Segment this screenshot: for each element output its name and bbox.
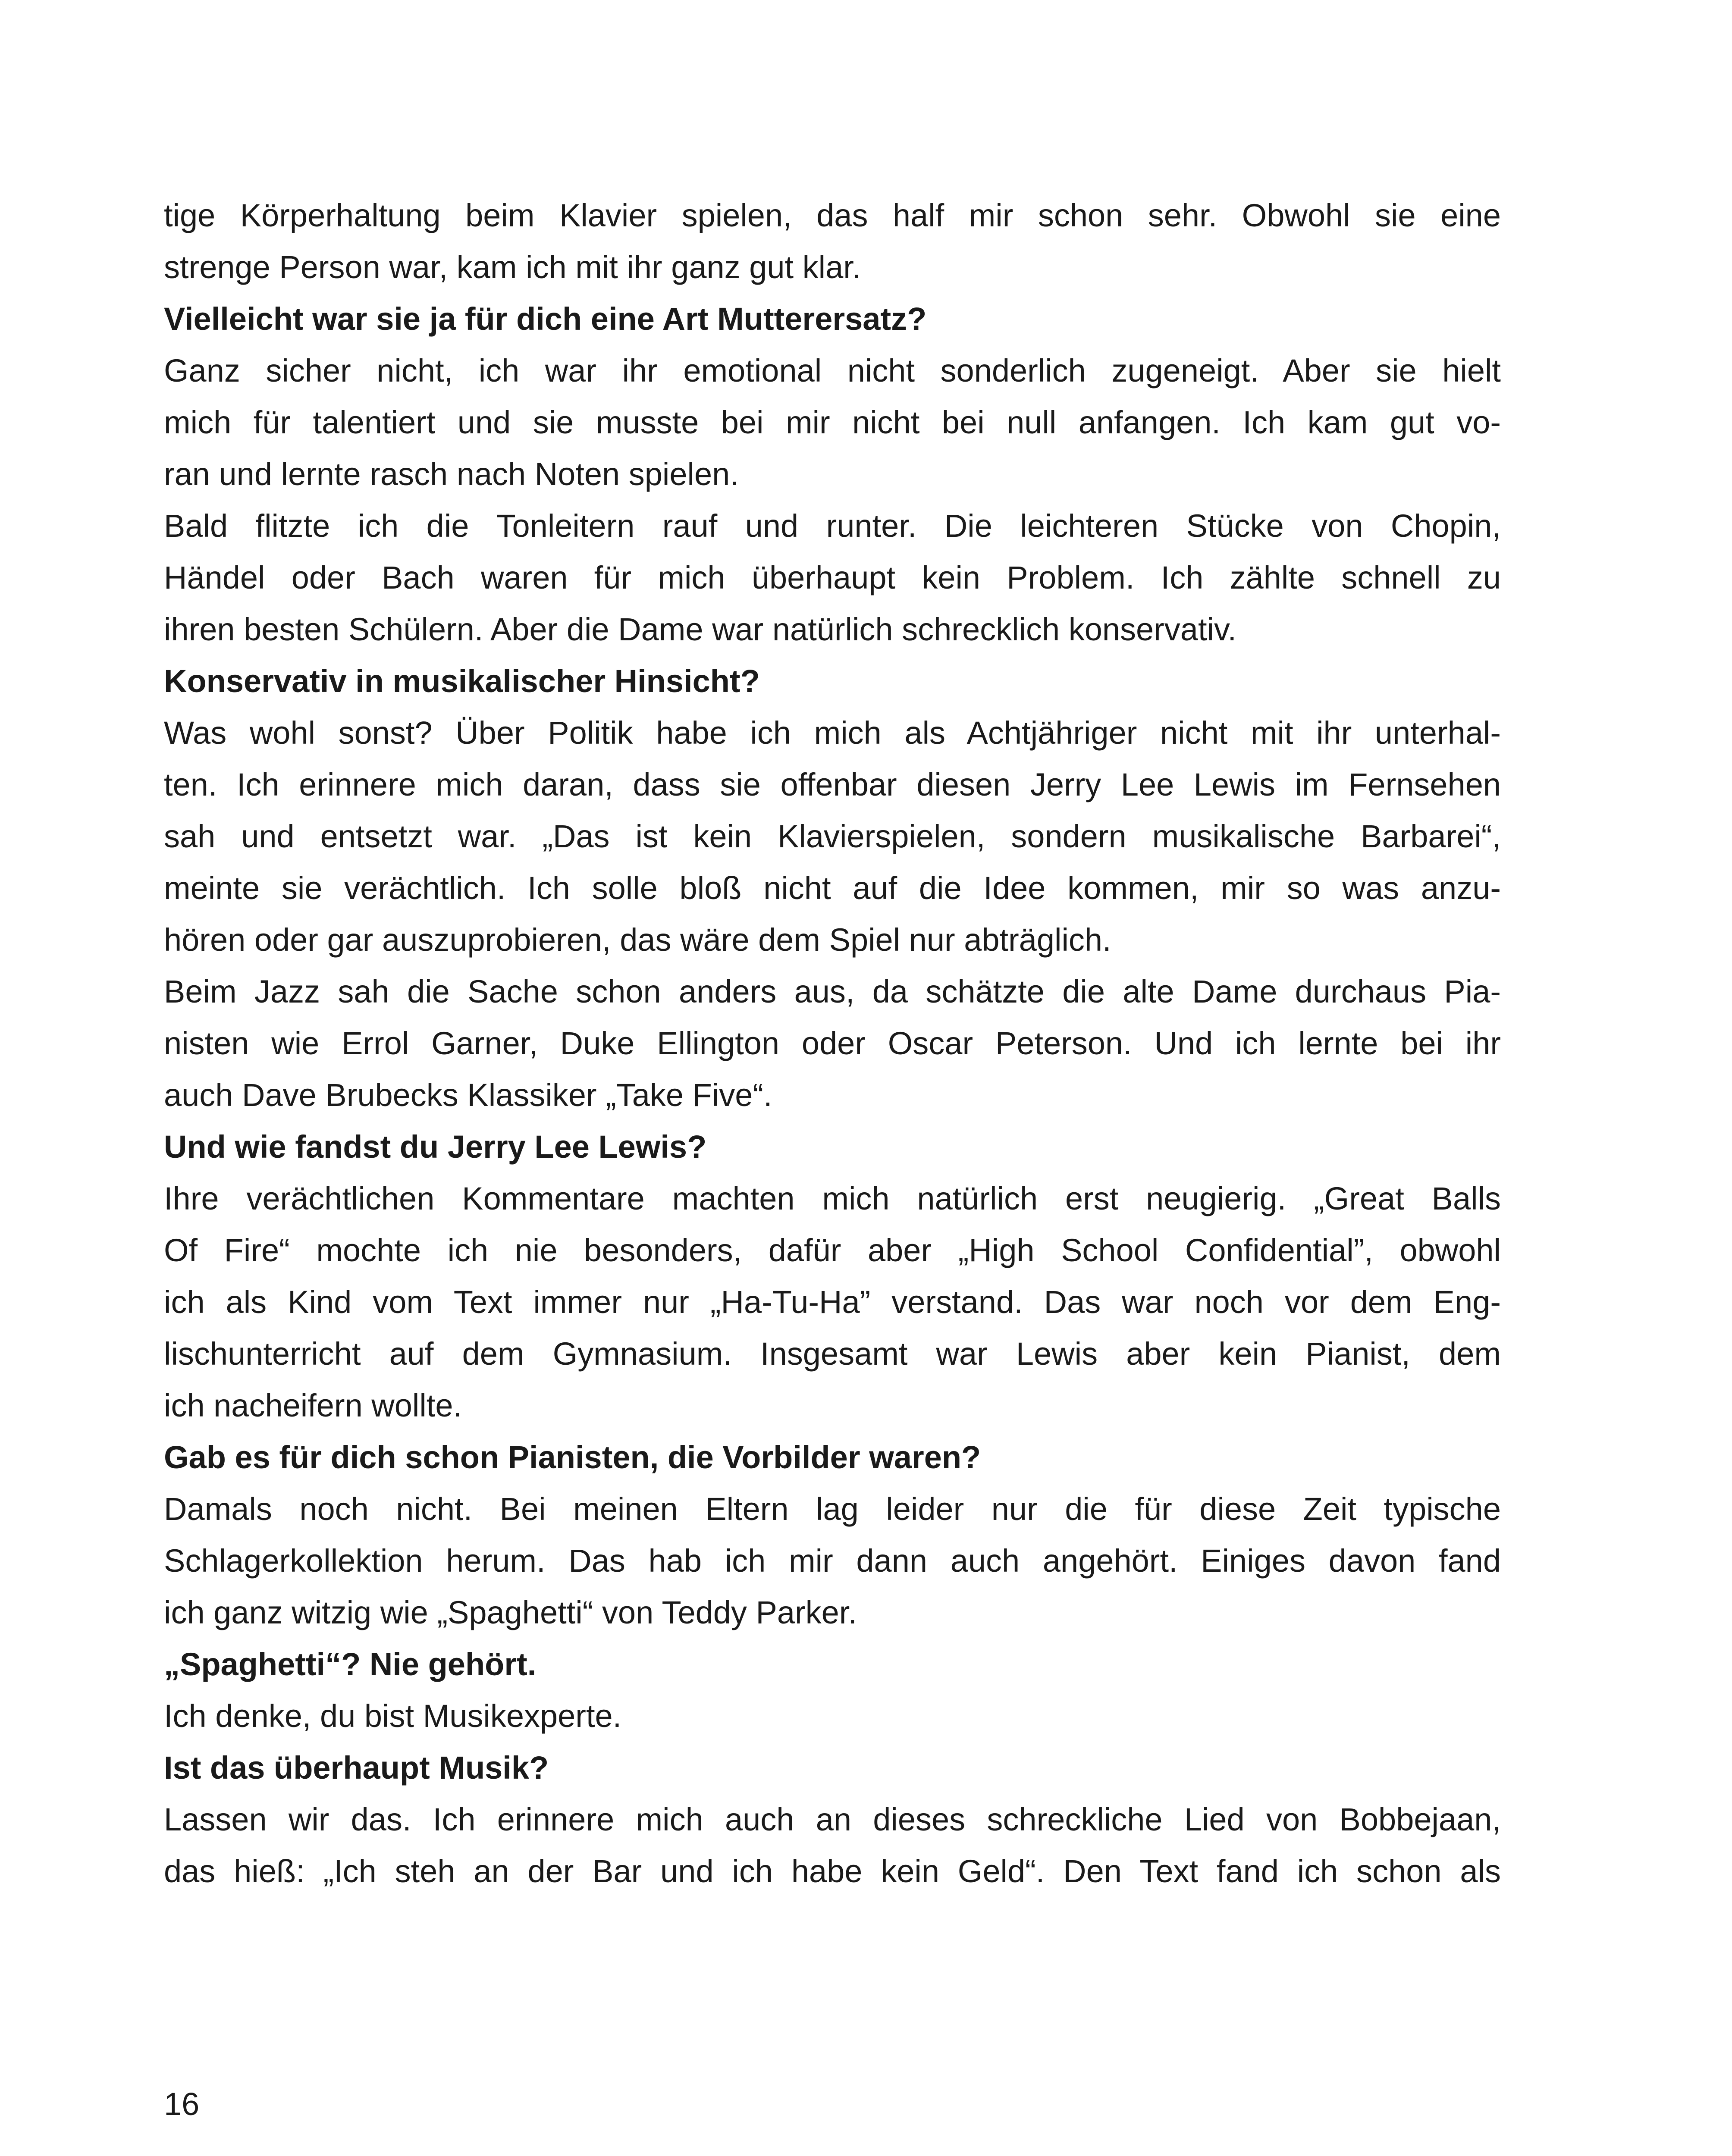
interview-answer-line: Of Fire“ mochte ich nie besonders, dafür aber „High School Confidential”, obwohl xyxy=(164,1232,1501,1268)
interview-question-line: Vielleicht war sie ja für dich eine Art Mutterersatz? xyxy=(164,301,927,337)
interview-answer-line: mich für talentiert und sie musste bei mir nicht bei null anfangen. Ich kam gut vo- xyxy=(164,404,1501,440)
interview-answer-line: nisten wie Errol Garner, Duke Ellington oder Oscar Peterson. Und ich lernte bei ihr xyxy=(164,1025,1501,1061)
interview-answer-line: auch Dave Brubecks Klassiker „Take Five“. xyxy=(164,1077,772,1113)
interview-answer-line: lischunterricht auf dem Gymnasium. Insgesamt war Lewis aber kein Pianist, dem xyxy=(164,1336,1501,1372)
interview-question-line: Ist das überhaupt Musik? xyxy=(164,1750,549,1786)
interview-answer-line: ich als Kind vom Text immer nur „Ha-Tu-Ha” verstand. Das war noch vor dem Eng- xyxy=(164,1284,1501,1320)
interview-question-line: Und wie fandst du Jerry Lee Lewis? xyxy=(164,1129,707,1165)
interview-answer-line: Schlagerkollektion herum. Das hab ich mir dann auch angehört. Einiges davon fand xyxy=(164,1543,1501,1579)
interview-answer-line: strenge Person war, kam ich mit ihr ganz gut klar. xyxy=(164,249,861,285)
interview-answer-line: Beim Jazz sah die Sache schon anders aus, da schätzte die alte Dame durchaus Pia- xyxy=(164,974,1501,1009)
interview-question-line: „Spaghetti“? Nie gehört. xyxy=(164,1646,537,1682)
interview-question-line: Konservativ in musikalischer Hinsicht? xyxy=(164,663,760,699)
interview-answer-line: Ich denke, du bist Musikexperte. xyxy=(164,1698,622,1734)
interview-answer-line: hören oder gar auszuprobieren, das wäre dem Spiel nur abträglich. xyxy=(164,922,1111,958)
interview-answer-line: das hieß: „Ich steh an der Bar und ich habe kein Geld“. Den Text fand ich schon als xyxy=(164,1853,1501,1889)
interview-answer-line: ihren besten Schülern. Aber die Dame war natürlich schrecklich konservativ. xyxy=(164,611,1237,647)
interview-answer-line: Händel oder Bach waren für mich überhaupt kein Problem. Ich zählte schnell zu xyxy=(164,560,1501,595)
interview-answer-line: Damals noch nicht. Bei meinen Eltern lag leider nur die für diese Zeit typische xyxy=(164,1491,1501,1527)
interview-answer-line: meinte sie verächtlich. Ich solle bloß nicht auf die Idee kommen, mir so was anzu- xyxy=(164,870,1501,906)
interview-text-block xyxy=(164,190,1501,1897)
interview-answer-line: Ihre verächtlichen Kommentare machten mich natürlich erst neugierig. „Great Balls xyxy=(164,1181,1501,1216)
interview-answer-line: ich ganz witzig wie „Spaghetti“ von Teddy Parker. xyxy=(164,1595,857,1630)
interview-answer-line: ich nacheifern wollte. xyxy=(164,1388,462,1423)
interview-answer-line: Was wohl sonst? Über Politik habe ich mich als Achtjähriger nicht mit ihr unterhal- xyxy=(164,715,1501,751)
interview-answer-line: Bald flitzte ich die Tonleitern rauf und runter. Die leichteren Stücke von Chopin, xyxy=(164,508,1501,544)
interview-answer-line: ran und lernte rasch nach Noten spielen. xyxy=(164,456,739,492)
interview-question-line: Gab es für dich schon Pianisten, die Vorbilder waren? xyxy=(164,1439,981,1475)
interview-answer-line: Ganz sicher nicht, ich war ihr emotional nicht sonderlich zugeneigt. Aber sie hielt xyxy=(164,353,1501,389)
interview-answer-line: tige Körperhaltung beim Klavier spielen, das half mir schon sehr. Obwohl sie eine xyxy=(164,197,1501,233)
interview-answer-line: ten. Ich erinnere mich daran, dass sie offenbar diesen Jerry Lee Lewis im Fernsehen xyxy=(164,767,1501,802)
interview-answer-line: sah und entsetzt war. „Das ist kein Klavierspielen, sondern musikalische Barbarei“, xyxy=(164,818,1501,854)
interview-answer-line: Lassen wir das. Ich erinnere mich auch an dieses schreckliche Lied von Bobbejaan, xyxy=(164,1802,1501,1837)
page-number: 16 xyxy=(164,2086,200,2122)
